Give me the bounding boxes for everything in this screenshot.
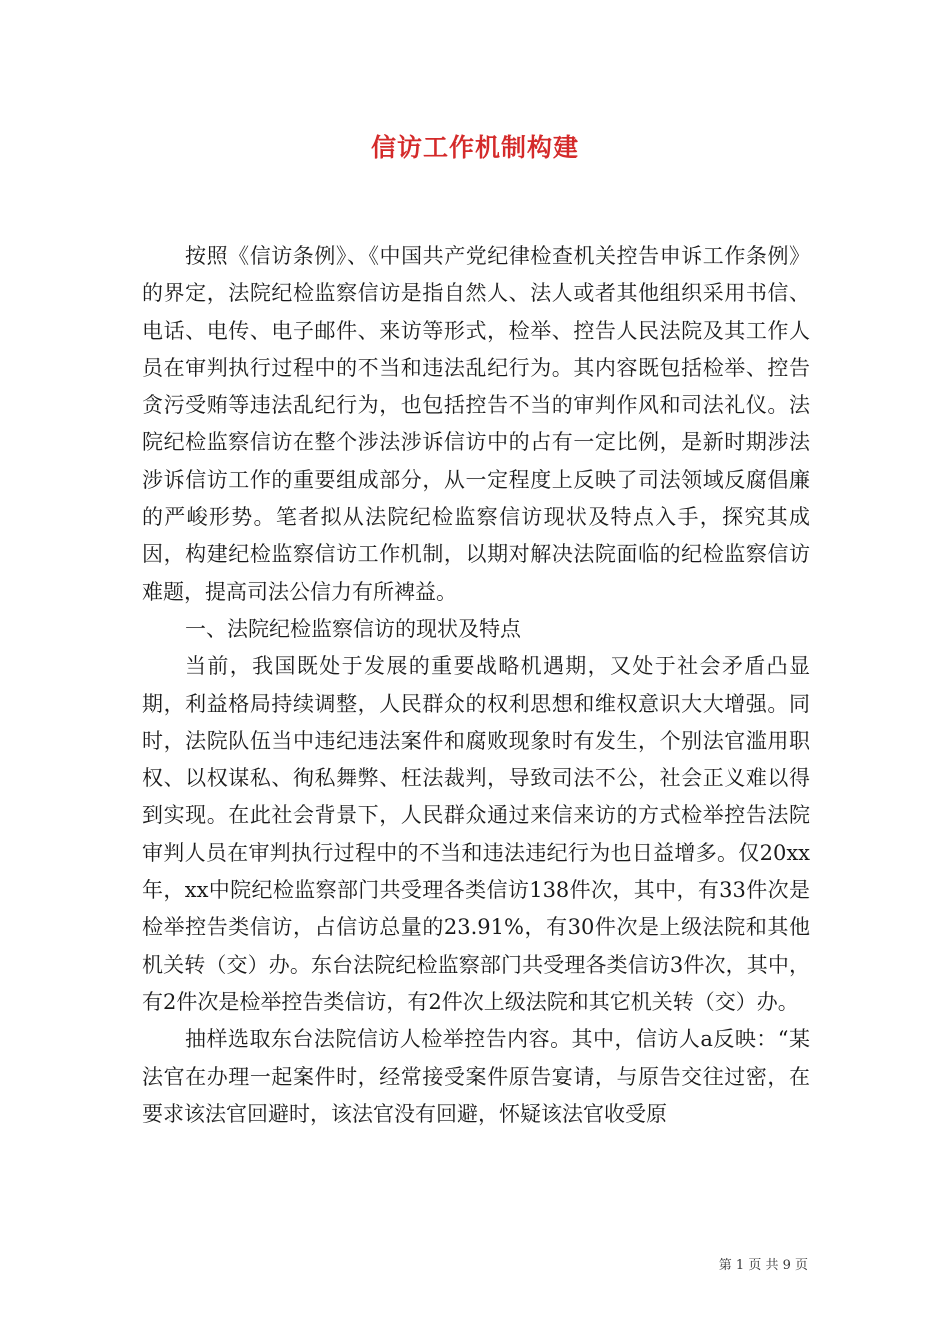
paragraph-intro: 按照《信访条例》、《中国共产党纪律检查机关控告申诉工作条例》的界定，法院纪检监察信访是指自然人、法人或者其他组织采用书信、电话、电传、电子邮件、来访等形式，检举、控告人民法院及其工作人员在审判执行过程中的不当和违法乱纪行为。其内容既包括检举、控告贪污受贿等违法乱纪行为，也包括控告不当的审判作风和司法礼仪。法院纪检监察信访在整个涉法涉诉信访中的占有一定比例，是新时期涉法涉诉信访工作的重要组成部分，从一定程度上反映了司法领域反腐倡廉的严峻形势。笔者拟从法院纪检监察信访现状及特点入手，探究其成因，构建纪检监察信访工作机制，以期对解决法院面临的纪检监察信访难题，提高司法公信力有所裨益。 (142, 244, 810, 604)
paragraph-sample: 抽样选取东台法院信访人检举控告内容。其中，信访人a反映：“某法官在办理一起案件时，经常接受案件原告宴请，与原告交往过密，在要求该法官回避时，该法官没有回避，怀疑该法官收受原 (142, 1027, 810, 1126)
document-title: 信访工作机制构建 (370, 133, 579, 162)
page-number: 第 1 页 共 9 页 (718, 1258, 808, 1273)
document-body (142, 238, 810, 1133)
paragraph-current-situation: 当前，我国既处于发展的重要战略机遇期，又处于社会矛盾凸显期，利益格局持续调整，人民群众的权利思想和维权意识大大增强。同时，法院队伍当中违纪违法案件和腐败现象时有发生，个别法官滥用职权、以权谋私、徇私舞弊、枉法裁判，导致司法不公，社会正义难以得到实现。在此社会背景下，人民群众通过来信来访的方式检举控告法院审判人员在审判执行过程中的不当和违法违纪行为也日益增多。仅20xx年，xx中院纪检监察部门共受理各类信访138件次，其中，有33件次是检举控告类信访，占信访总量的23.91%，有30件次是上级法院和其他机关转（交）办。东台法院纪检监察部门共受理各类信访3件次，其中，有2件次是检举控告类信访，有2件次上级法院和其它机关转（交）办。 (142, 654, 810, 1014)
section-heading: 一、法院纪检监察信访的现状及特点 (185, 616, 522, 641)
